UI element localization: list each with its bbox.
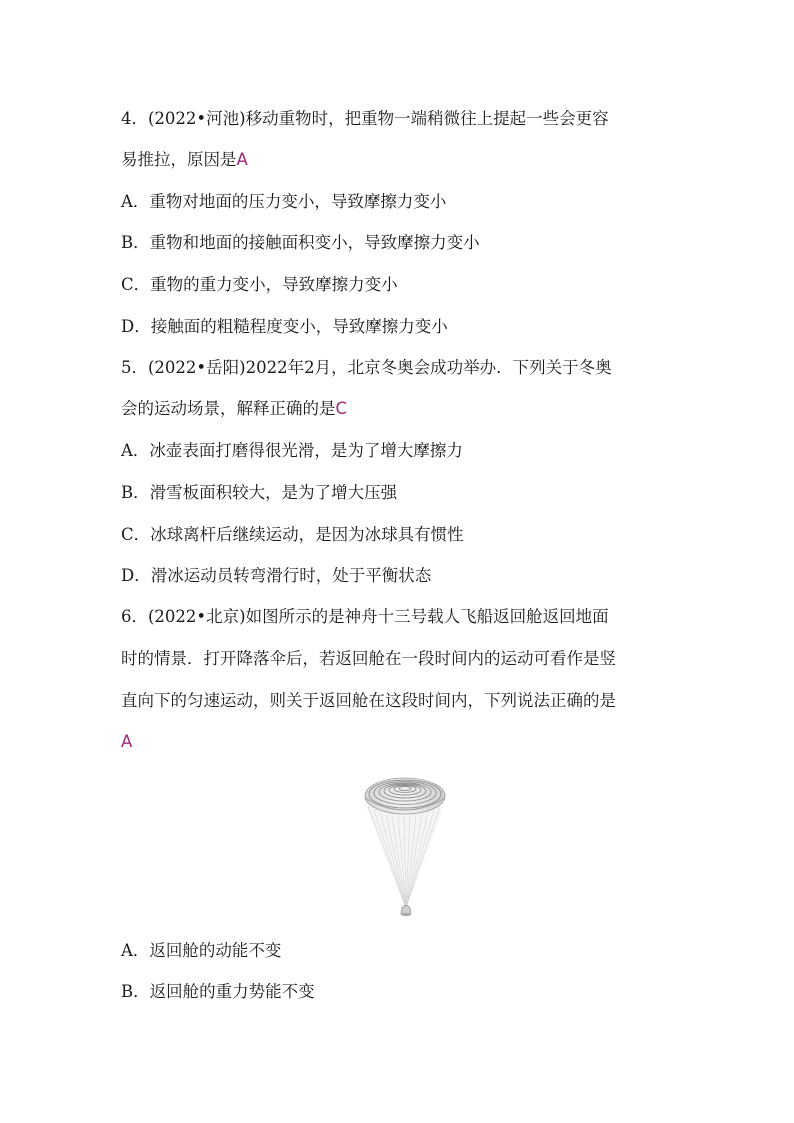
parachute-icon	[350, 776, 460, 922]
q6-answer: A	[121, 732, 133, 751]
q4-stem-line2	[121, 149, 248, 171]
q5-option-d: D．滑冰运动员转弯滑行时，处于平衡状态	[121, 566, 432, 585]
q6-option-b: B．返回舱的重力势能不变	[121, 982, 315, 1001]
q5-answer: C	[335, 399, 348, 418]
q5-option-c: C．冰球离杆后继续运动，是因为冰球具有惯性	[121, 525, 464, 544]
q4-option-a: A．重物对地面的压力变小，导致摩擦力变小	[121, 192, 447, 211]
parachute-figure	[350, 776, 460, 922]
q6-stem-line2: 时的情景．打开降落伞后，若返回舱在一段时间内的运动可看作是竖	[121, 649, 616, 668]
q6-option-a: A．返回舱的动能不变	[121, 941, 282, 960]
q6-stem-line1: 6．(2022•北京)如图所示的是神舟十三号载人飞船返回舱返回地面	[121, 607, 609, 626]
q6-stem-line3: 直向下的匀速运动，则关于返回舱在这段时间内，下列说法正确的是	[121, 691, 616, 710]
q4-answer: A	[236, 150, 248, 169]
q4-option-c: C．重物的重力变小，导致摩擦力变小	[121, 275, 398, 294]
q5-stem-line1: 5．(2022•岳阳)2022年2月，北京冬奥会成功举办．下列关于冬奥	[121, 358, 612, 377]
q4-option-b: B．重物和地面的接触面积变小，导致摩擦力变小	[121, 233, 480, 252]
q5-stem-text: 会的运动场景，解释正确的是	[121, 399, 336, 418]
q5-option-b: B．滑雪板面积较大，是为了增大压强	[121, 483, 398, 502]
q5-option-a: A．冰壶表面打磨得很光滑，是为了增大摩擦力	[121, 441, 463, 460]
q4-option-d: D．接触面的粗糙程度变小，导致摩擦力变小	[121, 317, 448, 336]
q5-stem-line2	[121, 398, 347, 420]
q4-stem-line1: 4．(2022•河池)移动重物时，把重物一端稍微往上提起一些会更容	[121, 109, 609, 128]
q4-stem-text: 易推拉，原因是	[121, 150, 237, 169]
